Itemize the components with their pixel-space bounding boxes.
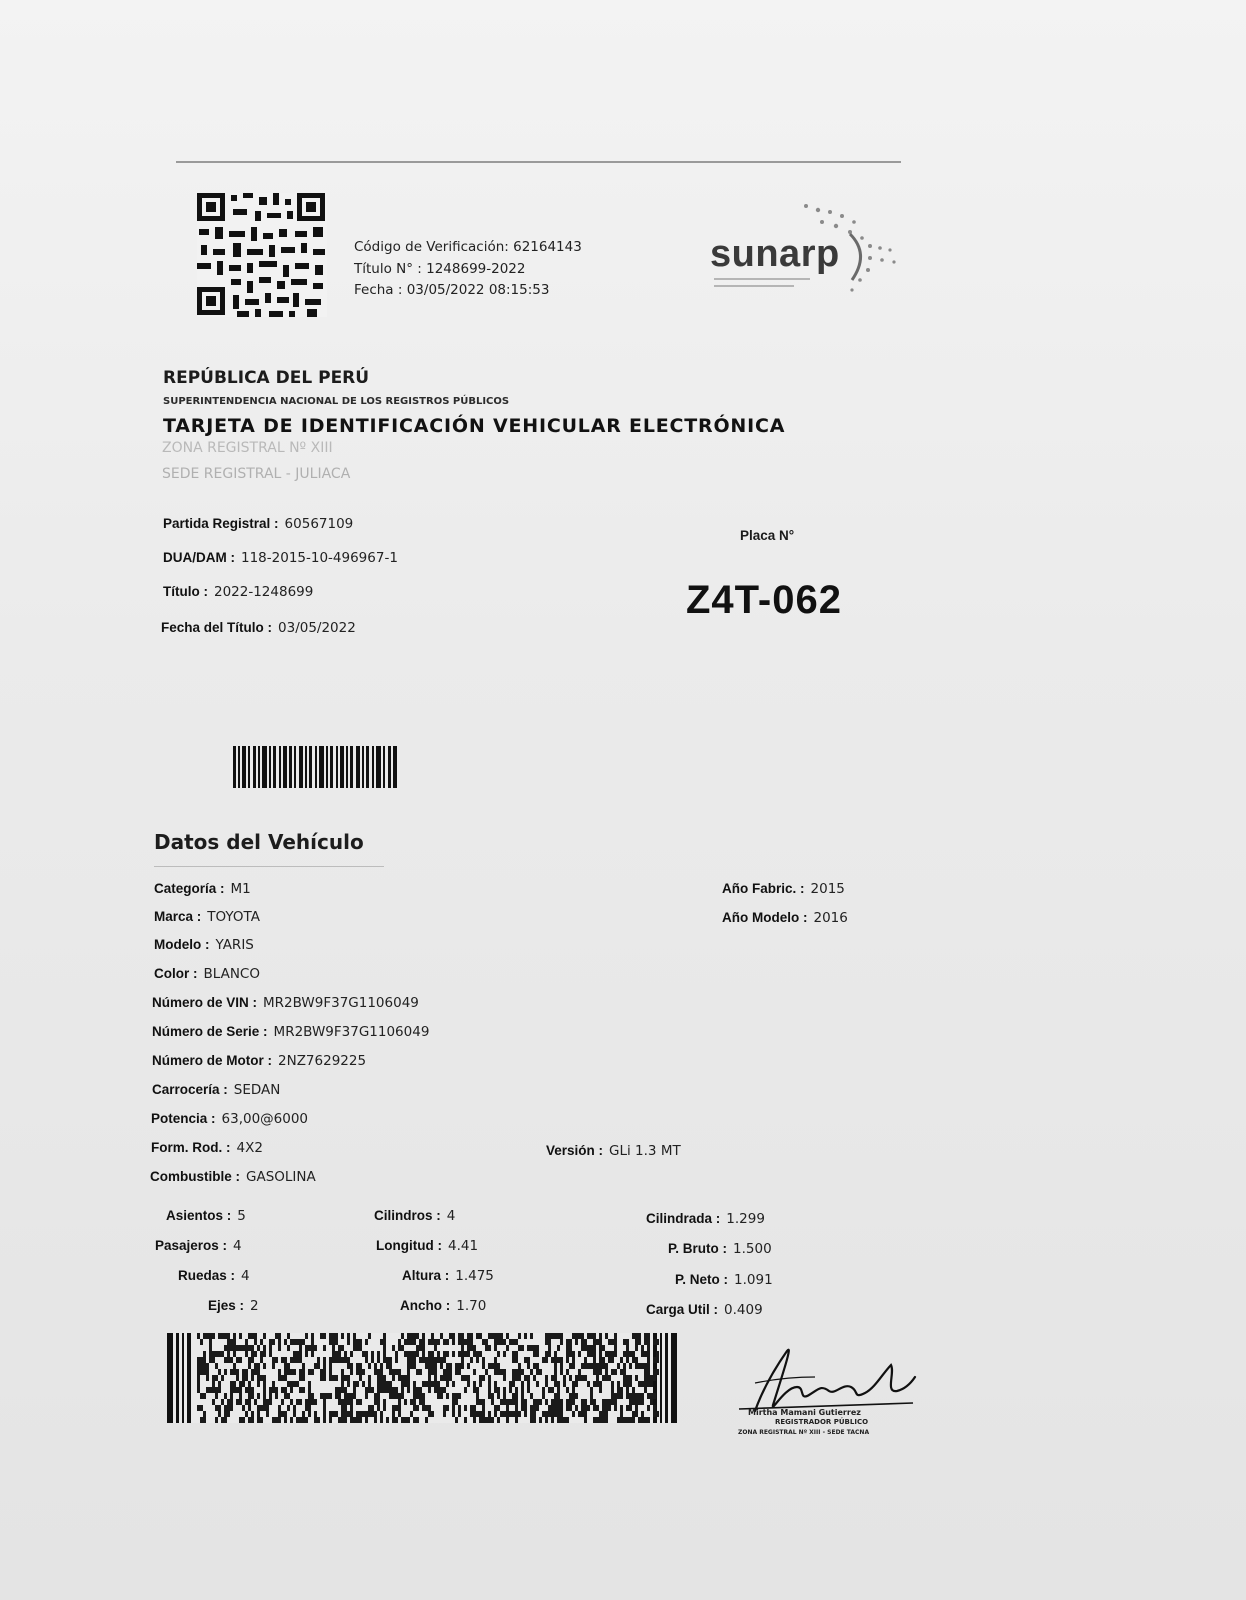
- marca-field: [154, 909, 260, 925]
- titulo-label: Título :: [163, 584, 208, 599]
- verification-title-number: Título N° : 1248699-2022: [354, 260, 526, 277]
- potencia-field: [151, 1111, 308, 1127]
- section-divider: [154, 866, 384, 867]
- ancho-label: Ancho :: [400, 1298, 451, 1313]
- ruedas-value: 4: [241, 1268, 250, 1284]
- pbruto-field: [668, 1241, 772, 1257]
- qr-code: [197, 193, 327, 317]
- longitud-label: Longitud :: [376, 1238, 442, 1253]
- categoria-label: Categoría :: [154, 881, 225, 896]
- formrod-value: 4X2: [236, 1140, 263, 1156]
- marca-label: Marca :: [154, 909, 202, 924]
- vin-label: Número de VIN :: [152, 995, 258, 1010]
- color-value: BLANCO: [203, 966, 260, 982]
- pbruto-value: 1.500: [733, 1241, 772, 1257]
- dua-label: DUA/DAM :: [163, 550, 235, 565]
- sunarp-logo: [710, 198, 920, 303]
- zona-registral: ZONA REGISTRAL Nº XIII: [162, 440, 333, 456]
- asientos-label: Asientos :: [166, 1208, 232, 1223]
- potencia-label: Potencia :: [151, 1111, 216, 1126]
- signatory-name: Mirtha Mamani Gutierrez: [748, 1408, 861, 1417]
- motor-label: Número de Motor :: [152, 1053, 272, 1068]
- altura-value: 1.475: [455, 1268, 494, 1284]
- color-field: [154, 966, 260, 982]
- placa-label: Placa N°: [740, 528, 795, 543]
- cilindros-label: Cilindros :: [374, 1208, 441, 1223]
- pneto-label: P. Neto :: [675, 1272, 729, 1287]
- vin-value: MR2BW9F37G1106049: [263, 995, 419, 1011]
- cilindros-value: 4: [446, 1208, 456, 1224]
- signatory-office: ZONA REGISTRAL Nº XIII - SEDE TACNA: [738, 1429, 870, 1436]
- anio-modelo-value: 2016: [813, 910, 848, 926]
- pneto-value: 1.091: [734, 1272, 773, 1288]
- titulo-field: [163, 584, 313, 600]
- verification-block: [354, 237, 582, 302]
- ruedas-field: [178, 1268, 250, 1284]
- pasajeros-label: Pasajeros :: [155, 1238, 228, 1253]
- partida-value: 60567109: [284, 516, 354, 532]
- asientos-field: [166, 1208, 246, 1224]
- carga-value: 0.409: [724, 1302, 763, 1318]
- version-value: GLi 1.3 MT: [609, 1143, 681, 1159]
- titulo-value: 2022-1248699: [213, 584, 314, 600]
- carroceria-value: SEDAN: [233, 1082, 281, 1098]
- motor-value: 2NZ7629225: [278, 1053, 367, 1069]
- cilindros-field: [374, 1208, 455, 1224]
- sunarp-logo-text: sunarp: [710, 233, 840, 275]
- anio-modelo-label: Año Modelo :: [722, 910, 808, 925]
- pasajeros-field: [155, 1238, 242, 1254]
- cilindrada-field: [646, 1211, 765, 1227]
- fecha-titulo-label: Fecha del Título :: [161, 620, 273, 635]
- plate-number: Z4T-062: [686, 578, 842, 622]
- ejes-value: 2: [250, 1298, 259, 1314]
- potencia-value: 63,00@6000: [221, 1111, 309, 1127]
- ancho-value: 1.70: [456, 1298, 487, 1314]
- version-label: Versión :: [546, 1143, 604, 1158]
- pneto-field: [675, 1272, 773, 1288]
- partida-field: [163, 516, 353, 532]
- pbruto-label: P. Bruto :: [668, 1241, 728, 1256]
- signature: [725, 1343, 940, 1443]
- pdf417-barcode: [167, 1333, 677, 1423]
- modelo-value: YARIS: [215, 937, 254, 953]
- anio-fabric-value: 2015: [810, 881, 845, 897]
- color-label: Color :: [154, 966, 198, 981]
- altura-field: [402, 1268, 494, 1284]
- longitud-value: 4.41: [447, 1238, 479, 1254]
- categoria-field: [154, 881, 251, 897]
- verification-date: Fecha : 03/05/2022 08:15:53: [354, 282, 550, 298]
- asientos-value: 5: [237, 1208, 246, 1224]
- ejes-label: Ejes :: [208, 1298, 245, 1313]
- combustible-label: Combustible :: [150, 1169, 240, 1184]
- ejes-field: [208, 1298, 259, 1314]
- anio-fabric-field: [722, 881, 845, 897]
- dua-field: [163, 550, 398, 566]
- combustible-field: [150, 1169, 316, 1185]
- cilindrada-value: 1.299: [726, 1211, 765, 1227]
- fecha-titulo-field: [161, 620, 356, 636]
- carroceria-label: Carrocería :: [152, 1082, 228, 1097]
- categoria-value: M1: [230, 881, 251, 897]
- sede-registral: SEDE REGISTRAL - JULIACA: [162, 466, 351, 482]
- document-title: TARJETA DE IDENTIFICACIÓN VEHICULAR ELECTRÓNICA: [163, 415, 786, 437]
- combustible-value: GASOLINA: [246, 1169, 316, 1185]
- small-barcode: [233, 746, 397, 788]
- carga-label: Carga Util :: [646, 1302, 719, 1317]
- carroceria-field: [152, 1082, 280, 1098]
- top-divider: [176, 161, 901, 163]
- motor-field: [152, 1053, 366, 1069]
- version-field: [546, 1143, 681, 1159]
- logo-subtext-decoration: [714, 276, 834, 293]
- formrod-label: Form. Rod. :: [151, 1140, 231, 1155]
- modelo-field: [154, 937, 254, 953]
- dua-value: 118-2015-10-496967-1: [241, 550, 398, 566]
- ruedas-label: Ruedas :: [178, 1268, 236, 1283]
- signatory-role: REGISTRADOR PÚBLICO: [775, 1418, 869, 1426]
- serie-field: [152, 1024, 429, 1040]
- vin-field: [152, 995, 419, 1011]
- anio-modelo-field: [722, 910, 848, 926]
- marca-value: TOYOTA: [207, 909, 260, 925]
- anio-fabric-label: Año Fabric. :: [722, 881, 805, 896]
- pasajeros-value: 4: [233, 1238, 242, 1254]
- serie-value: MR2BW9F37G1106049: [273, 1024, 430, 1040]
- agency-heading: SUPERINTENDENCIA NACIONAL DE LOS REGISTROS PÚBLICOS: [163, 396, 510, 407]
- formrod-field: [151, 1140, 263, 1156]
- carga-field: [646, 1302, 763, 1318]
- serie-label: Número de Serie :: [152, 1024, 268, 1039]
- verification-code: Código de Verificación: 62164143: [354, 239, 582, 255]
- ancho-field: [400, 1298, 486, 1314]
- partida-label: Partida Registral :: [163, 516, 279, 531]
- modelo-label: Modelo :: [154, 937, 210, 952]
- cilindrada-label: Cilindrada :: [646, 1211, 721, 1226]
- longitud-field: [376, 1238, 478, 1254]
- fecha-titulo-value: 03/05/2022: [278, 620, 356, 636]
- vehicle-section-title: Datos del Vehículo: [154, 830, 364, 854]
- altura-label: Altura :: [402, 1268, 450, 1283]
- country-heading: REPÚBLICA DEL PERÚ: [163, 368, 370, 388]
